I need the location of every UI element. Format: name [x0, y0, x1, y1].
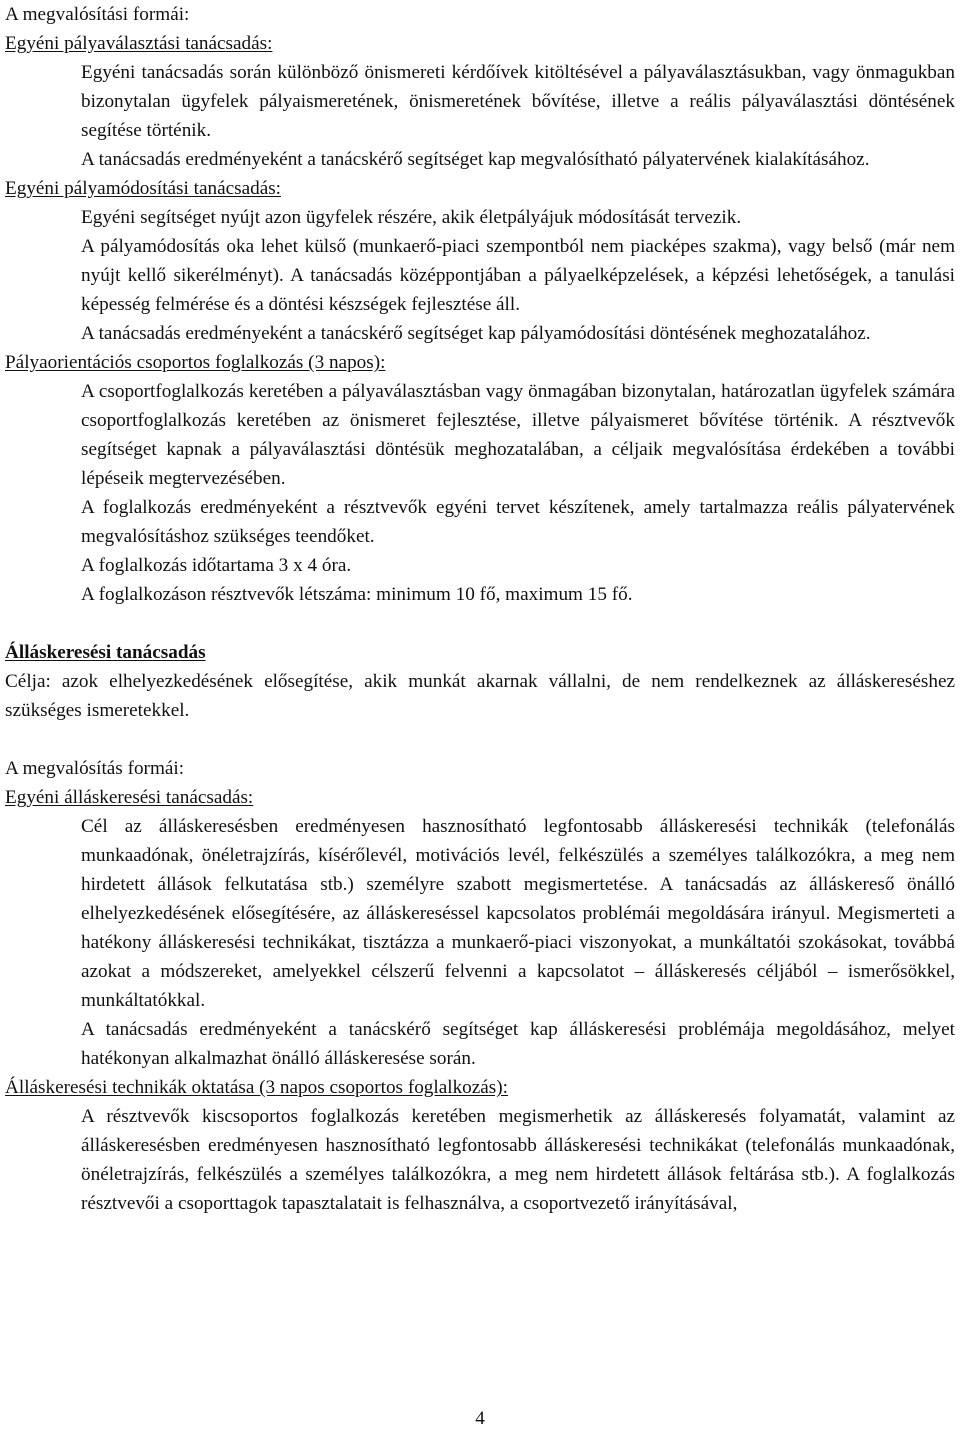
paragraph: Egyéni segítséget nyújt azon ügyfelek részére, akik életpályájuk módosítását tervezik.	[81, 207, 742, 228]
subheading-group-orientation: Pályaorientációs csoportos foglalkozás (3 napos):	[5, 352, 386, 373]
paragraph: A résztvevők kiscsoportos foglalkozás keretében megismerhetik az álláskeresés folyamatát, valamint az álláskeresésben eredményesen hasznosítható legfontosabb álláskeresési technikákat (telefonálás munkaadónak, önéletrajzírás, felkészülés a személyes találkozókra, a meg nem hirdetett állások feltárása stb.). A foglalkozás résztvevői a csoporttagok tapasztalatait is felhasználva, a csoportvezető irányításával,	[81, 1106, 955, 1214]
paragraph: A foglalkozáson résztvevők létszáma: minimum 10 fő, maximum 15 fő.	[81, 584, 633, 605]
section-title-job-search: Álláskeresési tanácsadás	[5, 642, 206, 663]
paragraph: Cél az álláskeresésben eredményesen hasznosítható legfontosabb álláskeresési technikák (telefonálás munkaadónak, önéletrajzírás, kísérőlevél, motivációs levél, felkészülés a személyes találkozókra, a meg nem hirdetett állások felkutatása stb.) személyre szabott megismertetése. A tanácsadás az álláskereső önálló elhelyezkedésének elősegítésére, az álláskereséssel kapcsolatos problémái megoldására irányul. Megismerteti a hatékony álláskeresési technikákat, tisztázza a munkaerő-piaci viszonyokat, a munkáltatói szokásokat, továbbá azokat a módszereket, amelyekkel célszerű felvenni a kapcsolatot – álláskeresés céljából – ismerősökkel, munkáltatókkal.	[81, 816, 955, 1011]
document-page	[5, 0, 955, 1218]
paragraph: A csoportfoglalkozás keretében a pályaválasztásban vagy önmagában bizonytalan, határozatlan ügyfelek számára csoportfoglalkozás keretében az önismeret fejlesztése, illetve pályaismeret bővítése történik. A résztvevők segítséget kapnak a pályaválasztási döntésük meghozatalában, a céljaik megvalósítása érdekében a további lépéseik megtervezésében.	[81, 381, 955, 489]
paragraph: A tanácsadás eredményeként a tanácskérő segítséget kap álláskeresési problémája megoldásához, melyet hatékonyan alkalmazhat önálló álláskeresése során.	[81, 1019, 955, 1069]
paragraph: A tanácsadás eredményeként a tanácskérő segítséget kap pályamódosítási döntésének meghozatalához.	[81, 323, 871, 344]
subheading-individual-career-change: Egyéni pályamódosítási tanácsadás:	[5, 178, 282, 199]
page-number: 4	[475, 1408, 485, 1429]
subheading-individual-job-search: Egyéni álláskeresési tanácsadás:	[5, 787, 254, 808]
paragraph-goal: Célja: azok elhelyezkedésének elősegítése, akik munkát akarnak vállalni, de nem rendelkeznek az álláskereséshez szükséges ismeretekkel.	[5, 671, 955, 721]
subheading-job-search-techniques: Álláskeresési technikák oktatása (3 napos csoportos foglalkozás):	[5, 1077, 508, 1098]
paragraph: A foglalkozás időtartama 3 x 4 óra.	[81, 555, 352, 576]
paragraph: Egyéni tanácsadás során különböző önismereti kérdőívek kitöltésével a pályaválasztásukban, vagy önmagukban bizonytalan ügyfelek pályaismeretének, önismeretének bővítése, illetve a reális pályaválasztási döntésének segítése történik.	[81, 62, 955, 141]
section-intro: A megvalósítás formái:	[5, 758, 185, 779]
subheading-individual-career-choice: Egyéni pályaválasztási tanácsadás:	[5, 33, 273, 54]
paragraph: A foglalkozás eredményeként a résztvevők egyéni tervet készítenek, amely tartalmazza reális pályatervének megvalósításhoz szükséges teendőket.	[81, 497, 955, 547]
section-intro: A megvalósítási formái:	[5, 4, 190, 25]
paragraph: A pályamódosítás oka lehet külső (munkaerő-piaci szempontból nem piacképes szakma), vagy belső (már nem nyújt kellő sikerélményt). A tanácsadás középpontjában a pályaelképzelések, a képzési lehetőségek, a tanulási képesség felmérése és a döntési készségek fejlesztése áll.	[81, 236, 955, 315]
paragraph: A tanácsadás eredményeként a tanácskérő segítséget kap megvalósítható pályatervének kialakításához.	[81, 149, 870, 170]
